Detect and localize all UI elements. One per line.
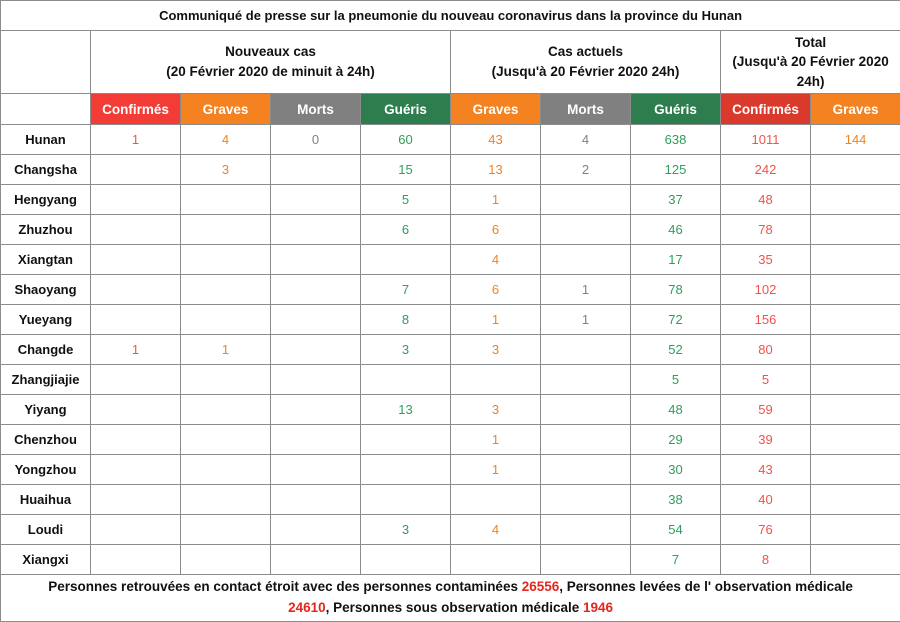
footer-text (1, 575, 900, 622)
cell-total-confirmes: 8 (721, 545, 811, 575)
cell-nouveaux-gueris: 60 (361, 125, 451, 155)
cell-actuels-gueris: 29 (631, 425, 721, 455)
page-title: Communiqué de presse sur la pneumonie du nouveau coronavirus dans la province du Hunan (1, 1, 900, 31)
footer-stat-value: 26556 (522, 579, 560, 594)
cell-nouveaux-confirmes: 1 (91, 125, 181, 155)
cell-actuels-graves (451, 485, 541, 515)
cell-actuels-morts (541, 395, 631, 425)
cell-nouveaux-graves (181, 275, 271, 305)
cell-nouveaux-graves (181, 455, 271, 485)
cell-total-confirmes: 59 (721, 395, 811, 425)
cell-nouveaux-confirmes (91, 275, 181, 305)
region-label: Yueyang (1, 305, 91, 335)
cell-nouveaux-graves (181, 215, 271, 245)
region-label: Huaihua (1, 485, 91, 515)
table-row (1, 365, 900, 395)
cell-actuels-morts: 1 (541, 275, 631, 305)
cell-actuels-morts: 1 (541, 305, 631, 335)
footer-text-segment: , Personnes sous observation médicale (326, 600, 583, 615)
cell-total-confirmes: 35 (721, 245, 811, 275)
cell-actuels-gueris: 125 (631, 155, 721, 185)
column-header-actuels-graves: Graves (451, 94, 541, 125)
cell-nouveaux-gueris (361, 425, 451, 455)
cell-nouveaux-morts (271, 515, 361, 545)
cell-actuels-gueris: 78 (631, 275, 721, 305)
cell-nouveaux-confirmes (91, 485, 181, 515)
cell-nouveaux-confirmes (91, 515, 181, 545)
cell-nouveaux-confirmes (91, 545, 181, 575)
cell-actuels-morts (541, 365, 631, 395)
cell-nouveaux-graves (181, 305, 271, 335)
cell-total-graves (811, 335, 900, 365)
table-row (1, 125, 900, 155)
cell-actuels-gueris: 638 (631, 125, 721, 155)
region-label: Shaoyang (1, 275, 91, 305)
group-title: Cas actuels (453, 42, 718, 62)
cell-nouveaux-graves (181, 185, 271, 215)
cell-total-graves (811, 455, 900, 485)
cell-actuels-graves: 4 (451, 515, 541, 545)
table-row (1, 455, 900, 485)
cell-actuels-gueris: 38 (631, 485, 721, 515)
cell-actuels-morts (541, 455, 631, 485)
region-label: Yongzhou (1, 455, 91, 485)
cell-nouveaux-morts (271, 365, 361, 395)
region-label: Xiangxi (1, 545, 91, 575)
column-header-nouveaux-morts: Morts (271, 94, 361, 125)
cell-nouveaux-gueris: 5 (361, 185, 451, 215)
cell-total-graves: 144 (811, 125, 900, 155)
cell-actuels-gueris: 72 (631, 305, 721, 335)
cell-actuels-graves: 1 (451, 305, 541, 335)
cell-actuels-graves: 6 (451, 215, 541, 245)
cell-nouveaux-confirmes: 1 (91, 335, 181, 365)
cell-total-graves (811, 305, 900, 335)
cell-total-graves (811, 515, 900, 545)
group-subtitle: (Jusqu'à 20 Février 2020 24h) (723, 52, 898, 91)
cell-actuels-graves (451, 365, 541, 395)
cell-total-confirmes: 102 (721, 275, 811, 305)
table-row (1, 545, 900, 575)
cell-actuels-gueris: 5 (631, 365, 721, 395)
cell-total-graves (811, 545, 900, 575)
table-body (1, 125, 900, 575)
cell-total-graves (811, 215, 900, 245)
cell-nouveaux-graves: 3 (181, 155, 271, 185)
table-row (1, 275, 900, 305)
cell-nouveaux-morts (271, 455, 361, 485)
group-subtitle: (Jusqu'à 20 Février 2020 24h) (453, 62, 718, 82)
cell-total-graves (811, 245, 900, 275)
table-row (1, 185, 900, 215)
cell-nouveaux-graves (181, 245, 271, 275)
cell-actuels-gueris: 37 (631, 185, 721, 215)
cell-nouveaux-gueris (361, 245, 451, 275)
cell-nouveaux-graves: 4 (181, 125, 271, 155)
cell-actuels-gueris: 54 (631, 515, 721, 545)
region-label: Chenzhou (1, 425, 91, 455)
cell-total-graves (811, 395, 900, 425)
group-header-row (1, 31, 900, 94)
region-label: Hunan (1, 125, 91, 155)
cell-total-confirmes: 80 (721, 335, 811, 365)
table-row (1, 485, 900, 515)
footer-stat-value: 24610 (288, 600, 326, 615)
footer-text-segment: , Personnes levées de l' observation médicale (559, 579, 853, 594)
cell-total-graves (811, 425, 900, 455)
table-row (1, 245, 900, 275)
column-header-total-graves: Graves (811, 94, 900, 125)
cell-nouveaux-gueris: 7 (361, 275, 451, 305)
cell-actuels-graves: 1 (451, 425, 541, 455)
region-label: Changsha (1, 155, 91, 185)
cell-nouveaux-confirmes (91, 305, 181, 335)
column-header-nouveaux-graves: Graves (181, 94, 271, 125)
cell-nouveaux-morts (271, 335, 361, 365)
cell-total-confirmes: 78 (721, 215, 811, 245)
column-header-actuels-gueris: Guéris (631, 94, 721, 125)
cell-nouveaux-gueris: 6 (361, 215, 451, 245)
cell-actuels-morts (541, 335, 631, 365)
cell-actuels-graves: 3 (451, 395, 541, 425)
column-header-row (1, 94, 900, 125)
cell-nouveaux-gueris (361, 485, 451, 515)
column-header-nouveaux-gueris: Guéris (361, 94, 451, 125)
cell-actuels-morts (541, 245, 631, 275)
table-row (1, 155, 900, 185)
column-header-nouveaux-confirmes: Confirmés (91, 94, 181, 125)
cell-nouveaux-morts (271, 395, 361, 425)
cell-nouveaux-confirmes (91, 425, 181, 455)
cell-total-confirmes: 39 (721, 425, 811, 455)
column-header-actuels-morts: Morts (541, 94, 631, 125)
group-title: Total (723, 33, 898, 53)
cell-actuels-gueris: 52 (631, 335, 721, 365)
cell-total-graves (811, 275, 900, 305)
table-row (1, 215, 900, 245)
group-header-total (721, 31, 900, 94)
cell-actuels-gueris: 17 (631, 245, 721, 275)
cell-nouveaux-graves (181, 515, 271, 545)
table-row (1, 335, 900, 365)
region-label: Xiangtan (1, 245, 91, 275)
cell-nouveaux-confirmes (91, 215, 181, 245)
cell-actuels-gueris: 30 (631, 455, 721, 485)
group-header-cas-actuels (451, 31, 721, 94)
cell-nouveaux-graves (181, 485, 271, 515)
cell-actuels-graves: 13 (451, 155, 541, 185)
cell-nouveaux-morts (271, 305, 361, 335)
table-row (1, 515, 900, 545)
cell-total-graves (811, 365, 900, 395)
cell-nouveaux-gueris: 3 (361, 515, 451, 545)
cell-nouveaux-morts (271, 545, 361, 575)
group-title: Nouveaux cas (93, 42, 448, 62)
cell-total-confirmes: 76 (721, 515, 811, 545)
region-label: Changde (1, 335, 91, 365)
cell-nouveaux-confirmes (91, 185, 181, 215)
region-label: Hengyang (1, 185, 91, 215)
cell-nouveaux-gueris: 8 (361, 305, 451, 335)
cell-actuels-graves: 3 (451, 335, 541, 365)
cell-actuels-morts (541, 215, 631, 245)
cell-actuels-graves: 4 (451, 245, 541, 275)
cell-actuels-gueris: 7 (631, 545, 721, 575)
cell-actuels-morts: 2 (541, 155, 631, 185)
cell-actuels-morts: 4 (541, 125, 631, 155)
cell-total-confirmes: 40 (721, 485, 811, 515)
cell-actuels-morts (541, 485, 631, 515)
region-label: Zhuzhou (1, 215, 91, 245)
footer-stat-value: 1946 (583, 600, 613, 615)
cell-actuels-graves: 43 (451, 125, 541, 155)
cell-nouveaux-gueris: 3 (361, 335, 451, 365)
cell-nouveaux-confirmes (91, 155, 181, 185)
label-column-empty-cell (1, 94, 91, 125)
cell-nouveaux-morts (271, 155, 361, 185)
cell-nouveaux-graves (181, 395, 271, 425)
cell-total-confirmes: 1011 (721, 125, 811, 155)
cell-nouveaux-morts (271, 485, 361, 515)
cell-nouveaux-graves (181, 365, 271, 395)
cell-nouveaux-graves (181, 545, 271, 575)
footer-text-segment: Personnes retrouvées en contact étroit avec des personnes contaminées (48, 579, 521, 594)
cell-actuels-morts (541, 515, 631, 545)
group-header-nouveaux-cas (91, 31, 451, 94)
cell-nouveaux-morts (271, 215, 361, 245)
table-row (1, 395, 900, 425)
cell-nouveaux-gueris: 13 (361, 395, 451, 425)
cell-actuels-morts (541, 185, 631, 215)
cell-total-graves (811, 485, 900, 515)
cell-total-confirmes: 43 (721, 455, 811, 485)
cell-nouveaux-confirmes (91, 395, 181, 425)
footer-row (1, 575, 900, 622)
cell-actuels-gueris: 46 (631, 215, 721, 245)
cell-actuels-graves: 6 (451, 275, 541, 305)
region-label: Loudi (1, 515, 91, 545)
cell-total-confirmes: 5 (721, 365, 811, 395)
region-label: Yiyang (1, 395, 91, 425)
cell-nouveaux-morts (271, 245, 361, 275)
cell-nouveaux-graves: 1 (181, 335, 271, 365)
cell-nouveaux-confirmes (91, 245, 181, 275)
cell-actuels-graves: 1 (451, 185, 541, 215)
table-row (1, 305, 900, 335)
cell-total-confirmes: 48 (721, 185, 811, 215)
cell-nouveaux-confirmes (91, 455, 181, 485)
cell-nouveaux-morts (271, 275, 361, 305)
cell-total-graves (811, 185, 900, 215)
cell-nouveaux-gueris: 15 (361, 155, 451, 185)
cell-total-graves (811, 155, 900, 185)
cell-actuels-morts (541, 545, 631, 575)
cell-nouveaux-graves (181, 425, 271, 455)
cell-nouveaux-gueris (361, 545, 451, 575)
cell-nouveaux-morts: 0 (271, 125, 361, 155)
region-label: Zhangjiajie (1, 365, 91, 395)
cell-nouveaux-confirmes (91, 365, 181, 395)
group-subtitle: (20 Février 2020 de minuit à 24h) (93, 62, 448, 82)
cell-actuels-graves: 1 (451, 455, 541, 485)
cell-actuels-morts (541, 425, 631, 455)
corner-empty-cell (1, 31, 91, 94)
cell-total-confirmes: 242 (721, 155, 811, 185)
cell-nouveaux-morts (271, 185, 361, 215)
cell-actuels-gueris: 48 (631, 395, 721, 425)
table-row (1, 425, 900, 455)
cell-actuels-graves (451, 545, 541, 575)
title-row (1, 1, 900, 31)
cell-total-confirmes: 156 (721, 305, 811, 335)
cell-nouveaux-gueris (361, 365, 451, 395)
column-header-total-confirmes: Confirmés (721, 94, 811, 125)
cell-nouveaux-gueris (361, 455, 451, 485)
cell-nouveaux-morts (271, 425, 361, 455)
